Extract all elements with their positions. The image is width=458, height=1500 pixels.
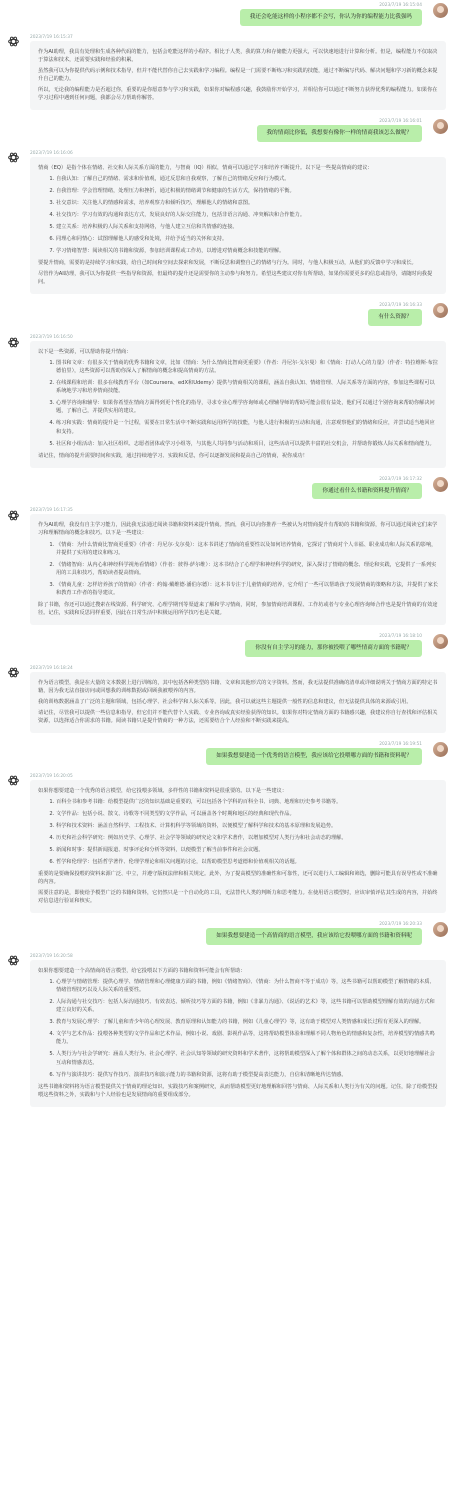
message-timestamp: 2023/7/19 16:17:32 — [379, 476, 422, 482]
message-timestamp: 2023/7/19 16:18:24 — [30, 665, 73, 671]
message-timestamp: 2023/7/19 16:20:05 — [30, 773, 73, 779]
message-paragraph: 以下是一些资源，可以帮助你提升情商： — [38, 349, 132, 356]
message-paragraph: 我的训练数据涵盖了广泛的主题和领域，包括心理学、社会科学和人际关系等。因此，我可以就这些主题提供一般性的信息和建议，但无法提供具体的来源或引用。 — [38, 698, 412, 705]
list-item: 4. 社交技巧：学习有效的沟通和表达方式，发展良好的人际交往能力，包括非语言沟通、冲突解决和合作能力。 — [56, 211, 438, 219]
assistant-logo-icon — [6, 666, 20, 680]
message-paragraph: 除了书籍，你还可以通过搜索在线资源、科学研究、心理学期刊等渠道来了解和学习情商，同时，参加情商培训课程、工作坊或者与专业心理咨询师合作也是提升情商的有效途径。记住，实践和反思同样重要，因此在日常生活中积极运用所学技巧也是关键。 — [38, 601, 438, 616]
list-item: 1. 自我认知：了解自己的情绪、需求和价值观，通过反思和自我观察，了解自己的情绪反应和行为模式。 — [56, 175, 438, 183]
message-paragraph: 如果你想要建造一个高情商的语言模型，给它投喂以下方面的书籍和资料可能会有所帮助： — [38, 967, 246, 974]
message-timestamp: 2023/7/19 16:18:10 — [379, 634, 422, 639]
assistant-message-body — [30, 780, 446, 914]
user-message — [0, 919, 458, 951]
list-item: 5. 人类行为与社会学研究：涵盖人类行为、社会心理学、社会认知等领域的研究资料和学术著作，这将帮助模型深入了解个体和群体之间的动态关系，以更好地理解社会互动和情感表达。 — [56, 1050, 438, 1066]
list-item: 3. 《情商儿童：怎样培养孩子的情商》（作者：约翰·戴维德·潘伯尔德）：这本书专注于儿童情商的培养，它介绍了一些可以帮助孩子发展情商的策略和方法，并提供了家长和教育工作者的指导建议。 — [56, 581, 438, 597]
list-item: 1. 《情商：为什么情商比智商更重要》（作者：丹尼尔·戈尔曼）：这本书讲述了情商的重要性以及如何培养情商，它探讨了情商对个人幸福、职业成功和人际关系的影响，并提供了实用的建议和练习。 — [56, 541, 438, 557]
user-message — [0, 631, 458, 663]
assistant-logo-icon — [6, 774, 20, 788]
assistant-message — [0, 663, 458, 739]
assistant-message-body — [30, 41, 446, 110]
list-item: 6. 同理心和同情心：试图理解他人的感受和处境，并给予适当的关怀和支持。 — [56, 235, 438, 243]
assistant-message — [0, 32, 458, 116]
assistant-message-body — [30, 960, 446, 1107]
user-message — [0, 474, 458, 506]
user-message-text: 有什么资源？ — [368, 309, 422, 326]
user-avatar — [433, 477, 448, 492]
message-paragraph: 要提升情商，需要的是持续学习和实践，给自己时间和空间去探索和发展，不断反思和调整自己的情绪与行为。同时，与他人积极互动，从他们的反馈中学习和成长。 — [38, 260, 417, 267]
assistant-logo-icon — [6, 335, 20, 349]
list-item: 3. 教育与发展心理学：了解儿童和青少年的心理发展、教育原理和认知能力的书籍，例如《儿童心理学》等，这有助于模型对人类情感和成长过程有更深入的理解。 — [56, 1018, 438, 1026]
message-timestamp: 2023/7/19 16:16:06 — [30, 150, 73, 156]
message-paragraph: 如果你想要建造一个优秀的语言模型，给它投喂多领域、多样性的书籍和资料是很重要的。以下是一些建议： — [38, 787, 288, 794]
list-item: 2. 在线课程和培训：很多在线教育平台（如Coursera、edX和Udemy）提供与情商相关的课程，涵盖自我认知、情绪管理、人际关系等方面的内容，参加这些课程可以系统地学习和培养情商技能。 — [56, 379, 438, 395]
assistant-message-body — [30, 514, 446, 625]
message-timestamp: 2023/7/19 16:20:33 — [379, 922, 422, 928]
user-avatar — [433, 742, 448, 757]
list-item: 6. 写作与演讲技巧：提供写作技巧、演讲技巧和演示能力的书籍和资源，这将有助于模型提高表达能力，自信和清晰地传达情感。 — [56, 1071, 438, 1079]
message-timestamp: 2023/7/19 16:16:50 — [30, 335, 73, 341]
message-paragraph: 作为语言模型，我是在大量的文本数据上进行训练的，其中包括各种类型的书籍、文章和其他形式的文字资料。然而，我无法提供准确的清单或详细说明关于情商方面的特定书籍，因为我无法直接访问或回想我的训练数据或回顾我被喂养的内容。 — [38, 679, 438, 694]
user-avatar — [433, 634, 448, 649]
message-paragraph: 所以，无论我的编程能力是否超过你，重要的是你愿意参与学习和实践，如果你对编程感兴趣，我鼓励你开始学习，并相信你可以通过不断努力获得优秀的编程能力。如果你在学习过程中遇到任何问题，我都会尽力帮助你解答。 — [38, 86, 438, 101]
message-paragraph: 重要的是要确保投喂的资料来源广泛、中立，并遵守版权法律和相关规定。此外，为了提高模型的准确性和可靠性，还可以进行人工编辑和筛选，删除可能具有误导性或不准确的内容。 — [38, 871, 438, 886]
assistant-message — [0, 771, 458, 920]
message-list — [48, 175, 438, 255]
list-item: 5. 建立关系：培养积极的人际关系和支持网络，与他人建立互信和共情感的连接。 — [56, 223, 438, 231]
message-timestamp: 2023/7/19 16:19:51 — [379, 741, 422, 747]
user-avatar — [433, 303, 448, 318]
list-item: 2. 文学作品：包括小说、散文、诗歌等不同类型的文学作品，可以涵盖各个时期和地区的经典和现代作品。 — [56, 810, 438, 818]
user-message — [0, 0, 458, 32]
assistant-message — [0, 951, 458, 1113]
list-item: 4. 历史和社会科学研究：例如历史学、心理学、社会学等领域的研究论文和学术著作，以增加模型对人类行为和社会动态的理解。 — [56, 834, 438, 842]
assistant-logo-icon — [6, 954, 20, 968]
user-message-text: 我的情商比你低，我想要有像你一样的情商我该怎么做呢？ — [257, 125, 422, 142]
list-item: 5. 新闻和时事：提供新闻报道、时事评论和分析等资料，以便模型了解当前事件和社会议题。 — [56, 846, 438, 854]
message-timestamp: 2023/7/19 16:17:35 — [30, 508, 73, 514]
user-message-text: 你通过看什么书籍和资料提升情商？ — [312, 483, 422, 500]
assistant-message — [0, 148, 458, 301]
message-timestamp: 2023/7/19 16:15:04 — [379, 3, 422, 8]
user-avatar — [433, 922, 448, 937]
list-item: 6. 哲学和伦理学：包括哲学著作、伦理学理论和相关问题的讨论，以帮助模型思考道德和价值观相关的话题。 — [56, 858, 438, 866]
list-item: 3. 社交意识：关注他人的情感和需求，培养观察力和倾听技巧，理解他人的情绪和意图。 — [56, 199, 438, 207]
assistant-message — [0, 332, 458, 474]
message-list — [48, 541, 438, 597]
list-item: 5. 社区和小组活动：加入社区组织、志愿者团体或学习小组等，与其他人共同参与活动和项目，这些活动可以提供丰富的社交机会，并帮助你锻炼人际关系和情商能力。 — [56, 440, 438, 448]
message-paragraph: 作为AI助理，我具有处理和生成各种代码的能力，包括会吃能这样的小程序。相比于人类，我的算力和存储能力更强大，可以快速地进行计算和分析。但是，编程能力不仅取决于算法和技术，还需要实践和经验的积累。 — [38, 48, 438, 63]
list-item: 3. 科学和技术资料：涵盖自然科学、工程技术、计算机科学等领域的资料，以便模型了解科学和技术的基本原理和发展趋势。 — [56, 822, 438, 830]
message-list — [48, 359, 438, 448]
message-list — [48, 798, 438, 866]
list-item: 2. 《情绪智商：从内心和神经科学视角看情绪》（作者：彼得·萨尔维）：这本书结合了心理学和神经科学的研究，深入探讨了情绪的概念、理论和实践，它提供了一系列实用的工具和技巧，帮助读者提高情商。 — [56, 561, 438, 577]
assistant-message — [0, 505, 458, 631]
user-message-text: 如果我想要建造一个优秀的语言模型，我应该给它投喂哪方面的书籍和资料呢？ — [206, 748, 422, 765]
message-paragraph: 尽管作为AI助理，我可以为你提供一些指导和资源，但最终的提升还是需要你的主动参与和努力。希望这些建议对你有所帮助，如果你需要更多的信息或指导，请随时向我提问。 — [38, 271, 433, 286]
assistant-logo-icon — [6, 151, 20, 165]
message-paragraph: 情商（EQ）是指个体在情绪、社交和人际关系方面的能力，与智商（IQ）相似，情商可以通过学习和培养不断提升。以下是一些提高情商的建议： — [38, 164, 373, 171]
list-item: 7. 学习情绪智慧：阅读相关的书籍和资源，参加培训课程或工作坊，以增进对情商概念和技能的理解。 — [56, 247, 438, 255]
assistant-logo-icon — [6, 35, 20, 49]
assistant-message-body — [30, 341, 446, 468]
message-list — [48, 978, 438, 1079]
message-paragraph: 请记住，情商的提升需要时间和实践，通过持续地学习、实践和反思，你可以逐渐发展和提高自己的情商，祝你成功！ — [38, 452, 308, 459]
list-item: 4. 文学与艺术作品：投喂各种类型的文学作品和艺术作品，例如小说、戏剧、影视作品等，这将帮助模型体验和理解不同人物角色的情感和复杂性，培养模型的情感共鸣能力。 — [56, 1030, 438, 1046]
user-avatar — [433, 119, 448, 134]
user-message — [0, 300, 458, 332]
list-item: 2. 自我管理：学会管理情绪，处理压力和挫折，通过积极的情绪调节和健康的生活方式，保持情绪的平衡。 — [56, 187, 438, 195]
message-paragraph: 虽然我可以为你提供代码示例和技术指导，但并不能代替你自己去实践和学习编程。编程是一门需要不断练习和实践的技能，通过不断编写代码、解决问题和学习新的概念来提升自己的能力。 — [38, 67, 438, 82]
message-paragraph: 作为AI助理，我没有自主学习能力，因此我无法通过阅读书籍和资料来提升情商。然而，我可以向你推荐一些被认为对情商提升有帮助的书籍和资源，你可以通过阅读它们来学习和理解情商的概念和技巧。以下是一些建议： — [38, 522, 438, 537]
user-message-text: 我还会吃能这样的小程序都不会写，你认为你的编程能力比我强吗 — [240, 9, 422, 26]
message-timestamp: 2023/7/19 16:20:58 — [30, 953, 73, 959]
message-paragraph: 请记住，尽管我可以提供一些信息和指导，但它们并不能代替个人实践、专业咨询或真实经验获得的知识。如果你对特定情商方面的书籍感兴趣，我建议你自行查找和评估相关资源，以选择适合你需求的书籍。阅读书籍只是提升情商的一种方法，还需要结合个人经验和不断实践来提高。 — [38, 709, 438, 724]
assistant-message-body — [30, 157, 446, 295]
user-message — [0, 116, 458, 148]
message-timestamp: 2023/7/19 16:15:37 — [30, 34, 73, 40]
assistant-message-body — [30, 672, 446, 733]
assistant-logo-icon — [6, 508, 20, 522]
message-timestamp: 2023/7/19 16:16:33 — [379, 303, 422, 309]
user-message — [0, 739, 458, 771]
user-message-text: 你没有自主学习的能力，那你被投喂了哪些情商方面的书籍呢？ — [245, 640, 422, 657]
user-avatar — [433, 3, 448, 18]
message-timestamp: 2023/7/19 16:16:01 — [379, 119, 422, 125]
list-item: 4. 练习和实践：情商的提升是一个过程，需要在日常生活中不断实践和运用所学的技能，与他人进行积极的互动和沟通，注意观察他们的情绪和反应，并尝试适当地回应和支持。 — [56, 419, 438, 435]
user-message-text: 如果我想要建造一个高情商的语言模型，我应该给它投喂哪方面的书籍和资料呢 — [206, 928, 422, 945]
list-item: 1. 图书和文章：有很多关于情商的优秀书籍和文章，比如《情商：为什么情商比智商更重要》（作者：丹尼尔·戈尔曼）和《情商：打动人心的力量》（作者：特拉维斯·布拉德伯里），这些资源可以帮助你深入了解情商的概念和提高情商的方法。 — [56, 359, 438, 375]
list-item: 1. 百科全书和参考书籍：给模型提供广泛的知识基础是重要的，可以包括各个学科的百科全书、词典、地理和历史参考书籍等。 — [56, 798, 438, 806]
list-item: 2. 人际沟通与社交技巧：包括人际沟通技巧、有效表达、倾听技巧等方面的书籍，例如《非暴力沟通》、《说话的艺术》等，这些书籍可以帮助模型理解有效的沟通方式和建立良好的关系。 — [56, 998, 438, 1014]
message-paragraph: 需要注意的是，即使给予模型广泛的书籍和资料，它仍然只是一个自动化的工具，无法替代人类的判断力和思考能力。在使用语言模型时，应该审慎评估其生成的内容，并始终对信息进行验证和核实。 — [38, 890, 438, 905]
list-item: 3. 心理学咨询和辅导：如果你希望在情商方面得到更个性化的指导，寻求专业心理学咨询师或心理辅导师的帮助可能会很有益处，他们可以通过个别咨询来帮助你解决问题，了解自己，并提供实用的建议。 — [56, 399, 438, 415]
list-item: 1. 心理学与情绪管理：提供心理学、情绪管理和心理健康方面的书籍，例如《情绪智商》、《情商：为什么智商不等于成功》等，这些书籍可以帮助模型了解情绪的本质、情绪管理技巧以及人际关系的重要性。 — [56, 978, 438, 994]
message-paragraph: 这些书籍和资料将为语言模型提供关于情商的理论知识、实践技巧和案例研究，从而帮助模型更好地理解和回答与情商、人际关系和人类行为有关的问题。记住，除了给模型投喂这些资料之外，实践和与个人经验也是发展情商的重要组成部分。 — [38, 1083, 438, 1098]
